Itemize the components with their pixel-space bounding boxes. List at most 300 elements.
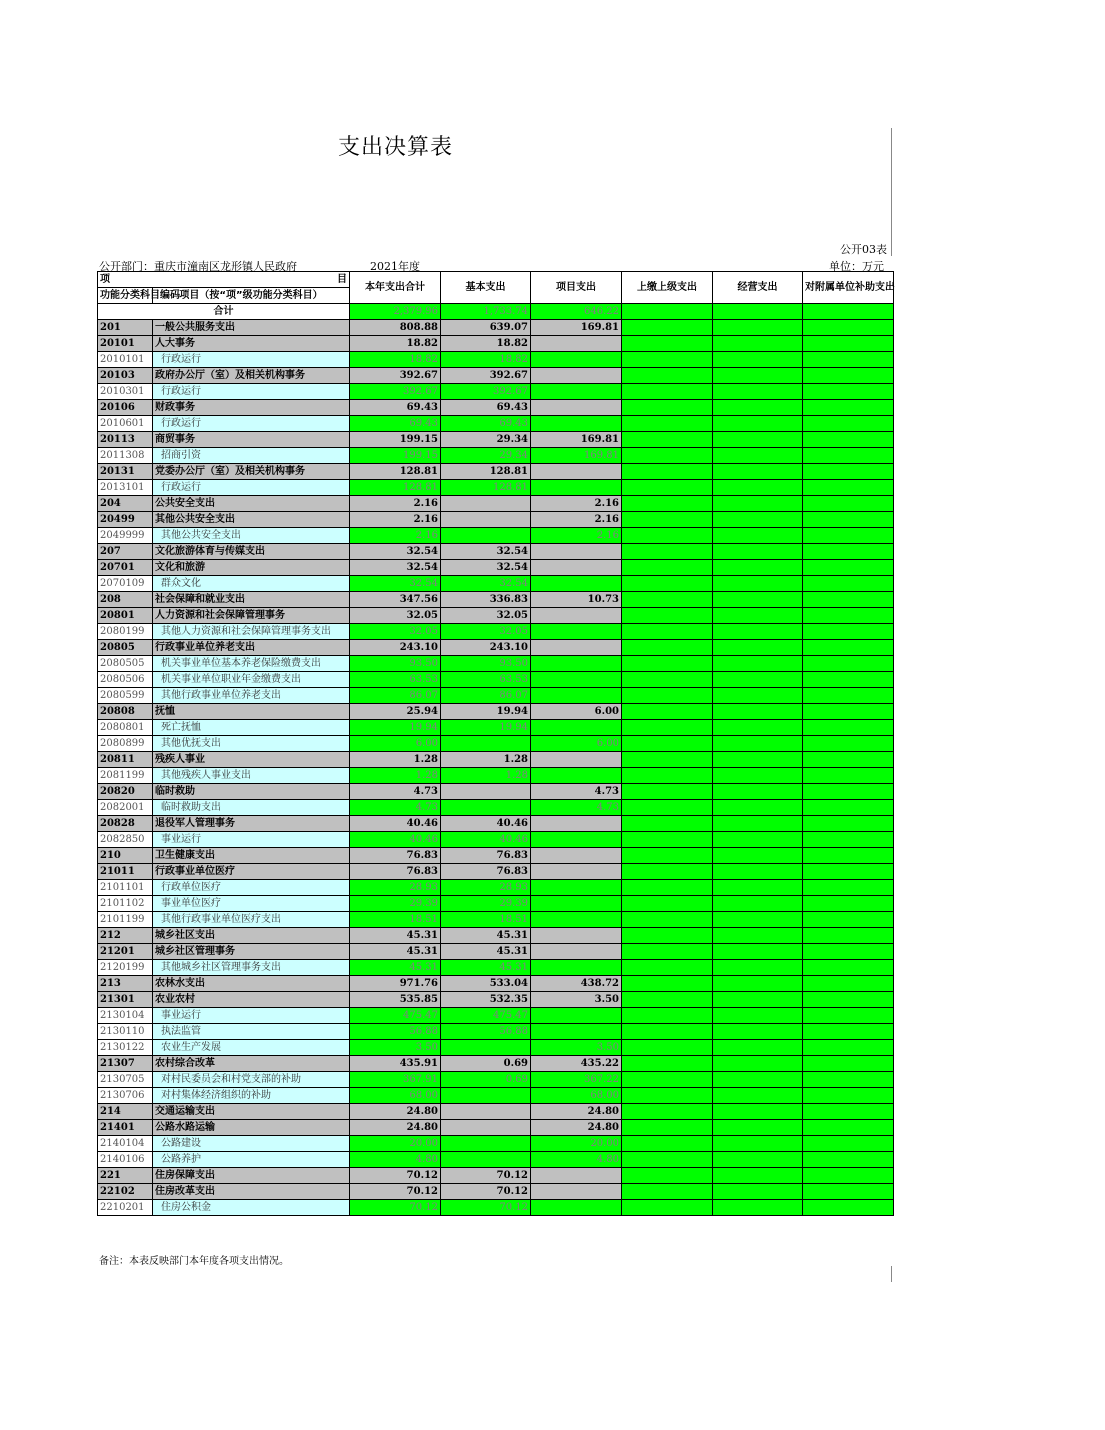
empty-cell [713,1200,803,1216]
border-line [891,128,892,256]
amount-cell: 20.00 [350,1136,441,1152]
amount-cell: 40.46 [350,816,441,832]
empty-cell [622,480,713,496]
subject-name: 机关事业单位职业年金缴费支出 [153,672,350,688]
empty-cell [713,464,803,480]
subject-code: 2010601 [98,416,153,432]
amount-cell: 808.88 [350,320,441,336]
amount-cell: 76.83 [441,848,531,864]
subject-code: 2080899 [98,736,153,752]
header-xiang: 项 [100,273,110,285]
empty-cell [713,928,803,944]
amount-cell: 45.31 [441,944,531,960]
amount-cell: 128.81 [441,464,531,480]
subject-code: 22102 [98,1184,153,1200]
amount-cell: 6.00 [531,704,622,720]
amount-cell: 45.31 [350,928,441,944]
amount-cell: 0.69 [441,1056,531,1072]
amount-cell: 128.81 [441,480,531,496]
table-row [98,656,894,672]
table-row [98,320,894,336]
amount-cell: 243.10 [441,640,531,656]
empty-cell [713,624,803,640]
subject-code: 221 [98,1168,153,1184]
subject-code: 2210201 [98,1200,153,1216]
amount-cell: 169.81 [531,320,622,336]
subject-code: 20113 [98,432,153,448]
subject-name: 其他残疾人事业支出 [153,768,350,784]
amount-cell: 76.83 [350,864,441,880]
amount-cell: 128.81 [350,464,441,480]
empty-cell [713,336,803,352]
empty-cell [803,832,894,848]
subject-code: 21011 [98,864,153,880]
amount-cell [531,1008,622,1024]
subject-code: 201 [98,320,153,336]
empty-cell [803,560,894,576]
amount-cell [441,1120,531,1136]
amount-cell: 4.80 [531,1152,622,1168]
table-row [98,848,894,864]
empty-cell [803,928,894,944]
subject-name: 交通运输支出 [153,1104,350,1120]
col-header: 经营支出 [713,272,803,304]
table-row [98,464,894,480]
empty-cell [622,640,713,656]
amount-cell: 0.69 [441,1072,531,1088]
subject-name: 农业生产发展 [153,1040,350,1056]
amount-cell: 2.16 [531,512,622,528]
table-row [98,960,894,976]
amount-cell: 63.53 [441,672,531,688]
empty-cell [622,656,713,672]
empty-cell [713,800,803,816]
empty-cell [622,624,713,640]
empty-cell [803,752,894,768]
amount-cell: 68.00 [350,1088,441,1104]
empty-cell [713,992,803,1008]
empty-cell [713,768,803,784]
subject-code: 2130122 [98,1040,153,1056]
amount-cell: 45.31 [350,960,441,976]
empty-cell [713,352,803,368]
empty-cell [622,768,713,784]
table-row [98,672,894,688]
empty-cell [622,384,713,400]
amount-cell: 392.67 [441,384,531,400]
empty-cell [622,912,713,928]
form-code: 公开03表 [840,243,887,256]
table-row [98,976,894,992]
empty-cell [622,752,713,768]
name-col-header: 项目（按“项”级功能分类科目） [153,288,350,304]
empty-cell [803,688,894,704]
header-xiangmu [98,272,350,288]
amount-cell: 24.80 [350,1120,441,1136]
empty-cell [803,976,894,992]
subject-name: 其他行政事业单位医疗支出 [153,912,350,928]
table-row [98,384,894,400]
empty-cell [713,512,803,528]
empty-cell [713,432,803,448]
subject-code: 20103 [98,368,153,384]
subject-name: 临时救助 [153,784,350,800]
amount-cell: 32.54 [441,560,531,576]
subject-name: 文化旅游体育与传媒支出 [153,544,350,560]
empty-cell [622,704,713,720]
empty-cell [622,432,713,448]
amount-cell [441,800,531,816]
subject-name: 执法监管 [153,1024,350,1040]
empty-cell [803,416,894,432]
amount-cell: 4.73 [531,800,622,816]
table-row [98,736,894,752]
amount-cell: 4.80 [350,1152,441,1168]
table-row [98,1008,894,1024]
empty-cell [713,592,803,608]
table-row [98,816,894,832]
subject-code: 210 [98,848,153,864]
table-row [98,800,894,816]
empty-cell [713,896,803,912]
subject-code: 2082001 [98,800,153,816]
total-value [803,304,894,320]
empty-cell [622,1088,713,1104]
empty-cell [713,1024,803,1040]
table-row [98,1024,894,1040]
subject-name: 公路养护 [153,1152,350,1168]
amount-cell: 70.12 [441,1184,531,1200]
subject-name: 公共安全支出 [153,496,350,512]
amount-cell: 76.83 [441,864,531,880]
empty-cell [803,768,894,784]
table-row [98,928,894,944]
amount-cell: 29.34 [441,448,531,464]
subject-code: 2080199 [98,624,153,640]
amount-cell [531,544,622,560]
amount-cell: 29.39 [350,896,441,912]
subject-code: 2010301 [98,384,153,400]
subject-code: 2130110 [98,1024,153,1040]
amount-cell [531,352,622,368]
amount-cell: 18.51 [441,912,531,928]
subject-name: 农业农村 [153,992,350,1008]
empty-cell [803,1120,894,1136]
footnote: 备注：本表反映部门本年度各项支出情况。 [99,1256,289,1267]
empty-cell [622,736,713,752]
empty-cell [622,544,713,560]
table-row [98,368,894,384]
amount-cell: 32.54 [350,576,441,592]
amount-cell: 4.73 [350,800,441,816]
amount-cell [531,768,622,784]
amount-cell [531,416,622,432]
amount-cell: 69.43 [441,400,531,416]
subject-name: 其他公共安全支出 [153,528,350,544]
amount-cell: 475.47 [441,1008,531,1024]
subject-code: 204 [98,496,153,512]
total-value [713,304,803,320]
table-row [98,768,894,784]
amount-cell [531,848,622,864]
empty-cell [622,1200,713,1216]
empty-cell [622,880,713,896]
subject-name: 临时救助支出 [153,800,350,816]
amount-cell: 535.85 [350,992,441,1008]
empty-cell [803,1200,894,1216]
subject-code: 2101101 [98,880,153,896]
code-col-header: 功能分类科目编码 [98,288,153,304]
empty-cell [803,496,894,512]
subject-code: 21401 [98,1120,153,1136]
empty-cell [713,960,803,976]
empty-cell [622,672,713,688]
subject-name: 公路建设 [153,1136,350,1152]
subject-name: 农村综合改革 [153,1056,350,1072]
table-row [98,560,894,576]
empty-cell [803,464,894,480]
empty-cell [622,1104,713,1120]
amount-cell: 2.16 [350,512,441,528]
subject-name: 行政单位医疗 [153,880,350,896]
amount-cell: 32.05 [441,608,531,624]
amount-cell [441,1088,531,1104]
amount-cell: 1.28 [441,768,531,784]
amount-cell [531,752,622,768]
subject-name: 招商引资 [153,448,350,464]
empty-cell [622,1168,713,1184]
amount-cell [531,624,622,640]
total-row [98,304,894,320]
empty-cell [803,960,894,976]
amount-cell [531,640,622,656]
empty-cell [622,512,713,528]
subject-name: 卫生健康支出 [153,848,350,864]
empty-cell [713,448,803,464]
empty-cell [622,1072,713,1088]
amount-cell: 19.94 [441,720,531,736]
empty-cell [622,576,713,592]
subject-name: 党委办公厅（室）及相关机构事务 [153,464,350,480]
table-row [98,1200,894,1216]
amount-cell: 25.94 [350,704,441,720]
subject-code: 2080801 [98,720,153,736]
empty-cell [803,1008,894,1024]
subject-code: 2101102 [98,896,153,912]
amount-cell: 533.04 [441,976,531,992]
empty-cell [622,896,713,912]
empty-cell [622,832,713,848]
subject-name: 住房改革支出 [153,1184,350,1200]
subject-code: 208 [98,592,153,608]
table-row [98,624,894,640]
empty-cell [803,480,894,496]
amount-cell: 639.07 [441,320,531,336]
empty-cell [803,1184,894,1200]
subject-name: 行政运行 [153,416,350,432]
table-row [98,752,894,768]
amount-cell: 93.50 [350,656,441,672]
empty-cell [803,944,894,960]
table-row [98,1104,894,1120]
subject-name: 对村民委员会和村党支部的补助 [153,1072,350,1088]
empty-cell [803,912,894,928]
table-row [98,1184,894,1200]
amount-cell: 28.93 [350,880,441,896]
amount-cell [531,672,622,688]
empty-cell [803,672,894,688]
table-row [98,1056,894,1072]
amount-cell: 40.46 [441,816,531,832]
amount-cell [441,512,531,528]
amount-cell: 56.88 [441,1024,531,1040]
empty-cell [803,848,894,864]
empty-cell [713,544,803,560]
amount-cell [531,560,622,576]
amount-cell [531,720,622,736]
amount-cell: 18.51 [350,912,441,928]
empty-cell [713,640,803,656]
empty-cell [803,784,894,800]
subject-code: 2082850 [98,832,153,848]
empty-cell [622,320,713,336]
empty-cell [803,1072,894,1088]
empty-cell [622,608,713,624]
empty-cell [803,384,894,400]
table-row [98,784,894,800]
subject-code: 21307 [98,1056,153,1072]
empty-cell [713,816,803,832]
empty-cell [622,1152,713,1168]
empty-cell [713,1104,803,1120]
empty-cell [803,656,894,672]
empty-cell [622,784,713,800]
header-mu: 目 [337,273,347,285]
amount-cell [441,496,531,512]
subject-name: 行政事业单位医疗 [153,864,350,880]
subject-code: 2130705 [98,1072,153,1088]
amount-cell: 70.12 [350,1168,441,1184]
col-header: 上缴上级支出 [622,272,713,304]
subject-code: 20820 [98,784,153,800]
amount-cell: 169.81 [531,432,622,448]
table-row [98,1072,894,1088]
amount-cell: 93.50 [441,656,531,672]
amount-cell: 45.31 [350,944,441,960]
amount-cell: 392.67 [350,384,441,400]
empty-cell [803,816,894,832]
amount-cell: 199.15 [350,432,441,448]
empty-cell [803,432,894,448]
amount-cell [531,1184,622,1200]
empty-cell [803,336,894,352]
amount-cell [531,336,622,352]
subject-name: 其他人力资源和社会保障管理事务支出 [153,624,350,640]
amount-cell: 199.15 [350,448,441,464]
total-value: 1,733.74 [441,304,531,320]
empty-cell [622,800,713,816]
empty-cell [803,800,894,816]
subject-name: 残疾人事业 [153,752,350,768]
subject-name: 社会保障和就业支出 [153,592,350,608]
empty-cell [713,1120,803,1136]
amount-cell: 32.54 [441,576,531,592]
amount-cell: 2.16 [350,528,441,544]
empty-cell [622,1008,713,1024]
subject-code: 2070109 [98,576,153,592]
year-label: 2021年度 [370,260,420,273]
subject-code: 2120199 [98,960,153,976]
empty-cell [622,1184,713,1200]
amount-cell: 18.82 [441,336,531,352]
amount-cell [531,928,622,944]
subject-code: 20811 [98,752,153,768]
amount-cell: 18.82 [350,352,441,368]
col-header: 基本支出 [441,272,531,304]
subject-name: 文化和旅游 [153,560,350,576]
subject-code: 2140106 [98,1152,153,1168]
subject-name: 一般公共服务支出 [153,320,350,336]
empty-cell [803,320,894,336]
empty-cell [713,944,803,960]
empty-cell [713,912,803,928]
empty-cell [713,704,803,720]
amount-cell: 4.73 [531,784,622,800]
table-row [98,864,894,880]
empty-cell [803,1088,894,1104]
amount-cell [531,1024,622,1040]
amount-cell: 435.91 [350,1056,441,1072]
subject-code: 207 [98,544,153,560]
amount-cell: 45.31 [441,960,531,976]
subject-code: 2080599 [98,688,153,704]
empty-cell [713,736,803,752]
table-row [98,496,894,512]
empty-cell [803,736,894,752]
department-label: 公开部门：重庆市潼南区龙形镇人民政府 [99,260,297,273]
subject-code: 20499 [98,512,153,528]
subject-code: 21301 [98,992,153,1008]
table-row [98,336,894,352]
empty-cell [622,528,713,544]
empty-cell [713,1152,803,1168]
table-row [98,544,894,560]
amount-cell: 40.46 [350,832,441,848]
amount-cell [531,464,622,480]
amount-cell: 40.46 [441,832,531,848]
subject-name: 商贸事务 [153,432,350,448]
amount-cell: 243.10 [350,640,441,656]
subject-name: 住房公积金 [153,1200,350,1216]
amount-cell: 68.00 [531,1088,622,1104]
empty-cell [713,672,803,688]
empty-cell [803,624,894,640]
amount-cell: 69.43 [350,400,441,416]
amount-cell: 347.56 [350,592,441,608]
amount-cell: 6.00 [531,736,622,752]
amount-cell: 32.54 [350,544,441,560]
page-title: 支出决算表 [338,135,454,160]
table-row [98,944,894,960]
empty-cell [713,560,803,576]
empty-cell [713,864,803,880]
amount-cell: 392.67 [441,368,531,384]
table-row [98,1168,894,1184]
subject-code: 20701 [98,560,153,576]
amount-cell: 475.47 [350,1008,441,1024]
subject-code: 2080505 [98,656,153,672]
amount-cell: 69.43 [441,416,531,432]
